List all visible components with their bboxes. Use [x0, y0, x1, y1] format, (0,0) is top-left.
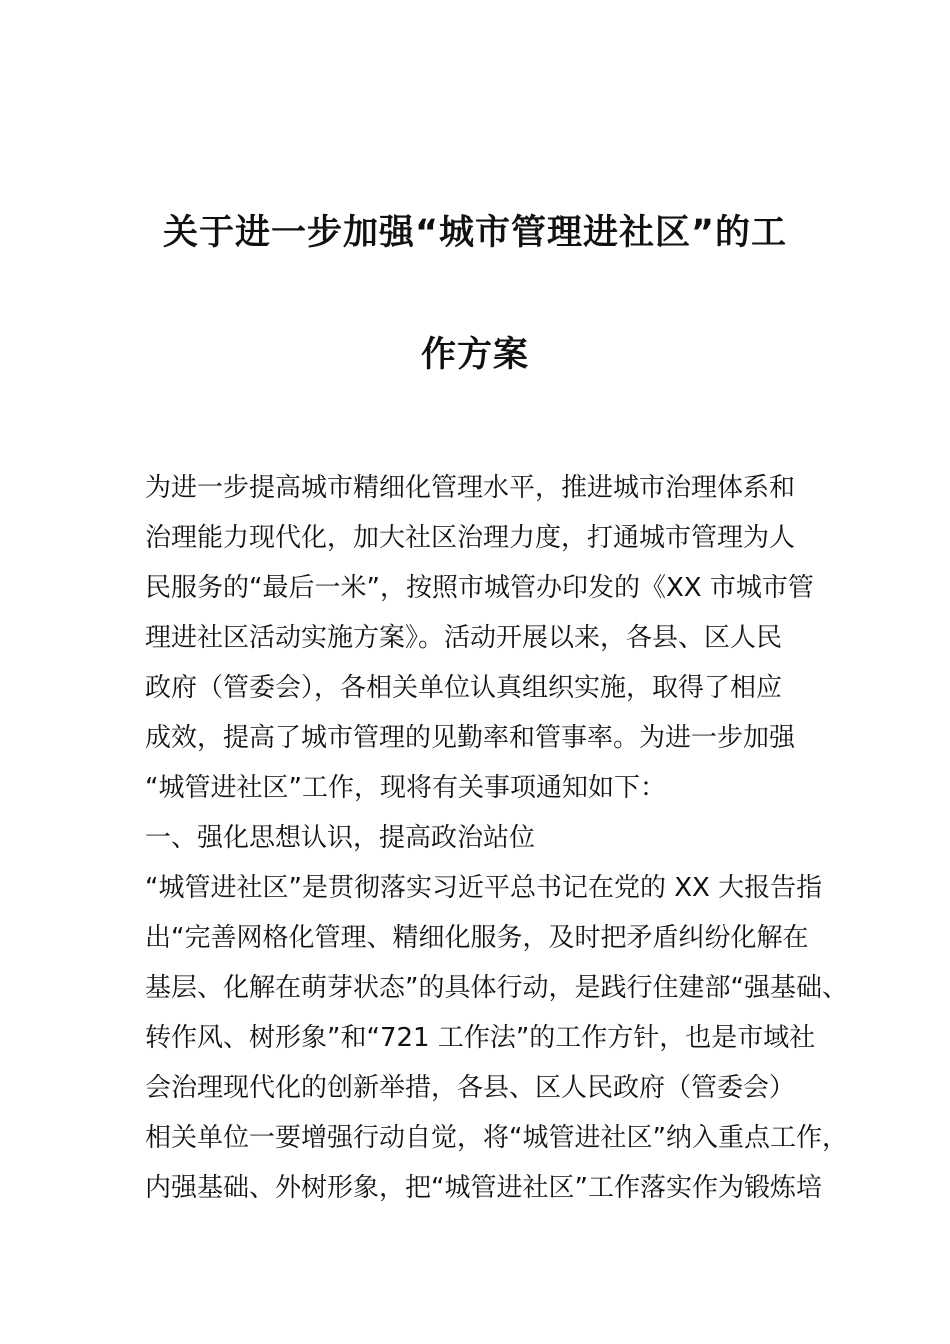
document-title-line-1: 关于进一步加强“城市管理进社区”的工	[162, 213, 787, 253]
body-line-6: 成效，提高了城市管理的见勤率和管事率。为进一步加强	[145, 723, 796, 753]
body-line-9: “城管进社区”是贯彻落实习近平总书记在党的 XX 大报告指	[145, 873, 823, 903]
body-line-11: 基层、化解在萌芽状态”的具体行动，是践行住建部“强基础、	[145, 973, 848, 1003]
body-line-7: “城管进社区”工作，现将有关事项通知如下：	[145, 773, 666, 803]
body-line-3: 民服务的“最后一米”，按照市城管办印发的《XX 市城市管	[145, 573, 814, 603]
body-line-12: 转作风、树形象”和“721 工作法”的工作方针，也是市域社	[145, 1023, 816, 1053]
body-line-14: 相关单位一要增强行动自觉，将“城管进社区”纳入重点工作，	[145, 1123, 848, 1153]
body-line-13: 会治理现代化的创新举措，各县、区人民政府（管委会）	[145, 1073, 796, 1103]
document-title-line-2: 作方案	[420, 335, 529, 375]
body-line-15: 内强基础、外树形象，把“城管进社区”工作落实作为锻炼培	[145, 1173, 822, 1203]
body-line-10: 出“完善网格化管理、精细化服务，及时把矛盾纠纷化解在	[145, 923, 809, 953]
body-line-2: 治理能力现代化，加大社区治理力度，打通城市管理为人	[145, 523, 796, 553]
section-heading-1: 一、强化思想认识，提高政治站位	[145, 823, 536, 853]
body-line-1: 为进一步提高城市精细化管理水平，推进城市治理体系和	[145, 473, 796, 503]
body-line-5: 政府（管委会），各相关单位认真组织实施，取得了相应	[145, 673, 783, 703]
body-line-4: 理进社区活动实施方案》。活动开展以来，各县、区人民	[145, 623, 783, 653]
